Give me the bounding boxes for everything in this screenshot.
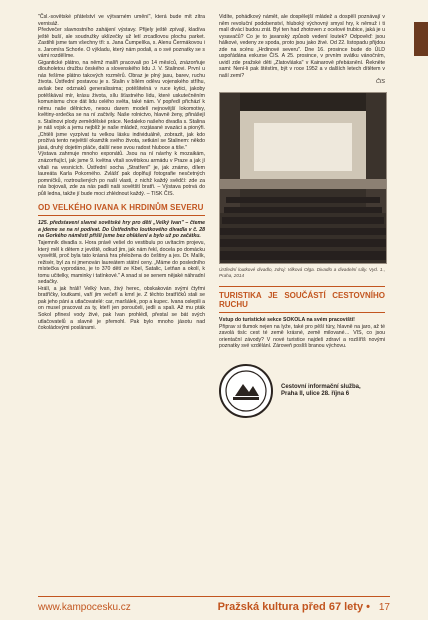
info-line: Praha II, ulice 28. října 6 [281, 390, 350, 397]
paragraph: Hrálí, a jak hrálí! Velký Ivan, živý herec, obskakován svými čtyřmi bratříčky, loutkami, vaří jim večeří a kmrl je. Z těchto bratříčků stali se pak jeho páni a utlačovatelé: car, maršálek, pop a kupec. Ivana oslepili a on musel pracovat za ty, kteří jen poroučeli, jedli a spali. Až mu pták Sokol přinesl vody živé, pak Ivan prohlédl, přestal se bát svých utlačovatelů a slavně je přemohl. Pak bylo mnoho jásotu nad čokoládovými poslánami. [38, 285, 205, 332]
section-rule [219, 312, 385, 313]
paragraph: Výstava zahrnuje mnoho exponátů. Jsou na ní návrhy k mozaikám, znázorňující, jak jsme 9. května vítali sovětskou armádu v Praze a jak jí vítali na vesnicích. Ústřední socha „Stratření" je, jak známo, dílem laureáta Karla Pokorného. Zvlášť pak doplňují fotografie nesčetných pomníčků, roztroušených po naší vlasti, z nichž každý svědčí: zde za nás bojovali, zde za nás padli naši sovětští bratři. – Výstava potrvá do půli ledna, takže jí bude moci zhlédnout každý. – TISK ČIS. [38, 151, 205, 197]
section-rule [38, 215, 205, 216]
info-text [281, 384, 361, 398]
section-heading: OD VELKÉHO IVANA K HRDINŮM SEVERU [38, 203, 204, 213]
right-column [219, 14, 385, 418]
signature: ČIS [376, 79, 385, 86]
section-rule [219, 286, 385, 287]
left-column [38, 14, 205, 332]
info-block [219, 364, 385, 418]
footer [0, 596, 428, 620]
theatre-photo [219, 92, 387, 264]
paragraph: "Čsl.-sovětské přátelství ve výtvarném umění", která bude mít zítra vernisáž. [38, 14, 205, 27]
paragraph: Vidíte, pohádkový námět, ale dospělejší mládež a dospělí poznávají v něm revoluční podobenství, hluboký výchovný smysl hry, k němuž i ti malí divácí budou zrát. Byl ten had zhotoven z ocelové trubice, jaká je u vysavačů? Co je to javanský způsob vedení loutek? Odpověď: jsou hálkové, vedeny ze spoda, proto jsou jako živé. Od 22. listopadu přijdou zde na scénu „Hrdinové severu". Dne 16. prosince bude do ÚLD uspořádána exkurse ČIS. A 25. prosince, v prvním svátku vánočním, uvidí zde pražské děti „Zlatovláska" v Kainarově přebásnění. Řekněte sami: Není-li pak štěstím, být v roce 1952 a v dalších letech dítětem v naší zemi? [219, 14, 385, 79]
paragraph: Předvečer slavnostního zahájení výstavy. Přijely ještě zpívají, kladíva ještě buší, ale soudružky uklízečky už letí zrcadlovou plochu parket. Zastihli jsme tam všechny tři: s. Jana Čumpelíka, s. Alenu Čermákovou i s. Jaromíra Schorle. O výkladu, který nám podali, a o své poznatky se s vámi rozdělíme. [38, 27, 205, 60]
footer-rule [38, 596, 390, 597]
footer-title: Pražská kultura před 67 lety • [217, 601, 370, 613]
website-link[interactable]: www.kampocesku.cz [38, 602, 131, 613]
page-tab-marker [414, 22, 428, 56]
info-line: Cestovní informační služba, [281, 383, 361, 390]
paragraph: Připrav si tlumok nejen na lyže, také pro pěší túry, hlavně na jaro, až té zavolá tisíc cest té země krásné, země milované… VIS, co jsou orientační závody? V nové turistice najdeš zdraví a rozšíříš novými poznatky své vzdělání. Zároveň poslíš branou výchovu. [219, 323, 385, 350]
cis-emblem-icon [219, 364, 273, 418]
paragraph: Tajemník divadla s. Hora právě vešel do vestibulu po uvítacím projevu, který měl k dětem z jeviště, odkud jim, jak nám řekl, docela po domácku vysvětlil, proč byla tato krásná hra přeložena do češtiny a jes. Dr. Malík, režisér, byl za ni jmenován laureátem státní ceny. „Máme do posledního místečka vyprodáno, je to 370 dětí ze Kbel, Satalic, Letňan a okolí, k tomu učitelky, maminky i tatínkové." A snad si se senem nějaké náhradní sedačky. [38, 239, 205, 286]
paragraph: Gigantické plátno, na němž malíři pracovali po 14 měsíců, znázorňuje dlouholetou družbu českého a slovenského lidu J. V. Stalinovi. První u nás řešíme plátno takových rozměrů. Obraz je plný jasu, barev, ruchu života. Ústřední postavou je s. Stalin v bílém oděvu vojenského stříhu, avšak bez odznaků generalissima; potěšitelná v ruce kytici, jakoby potěškával mír, krásu života, sílu šťastného lidu, které uskutečněním komunismu chce dát lidu celého světa, také nám. V popředí přichází k němu naše dělnictvo, nesou darem modelí nejnovější lokomotivy, květiny-srdečka se na ní začtvily. Naše rolnictvo, hlavně ženy, přinášejí s. Stalinovi plody zemědělské práce. Nedaleko našeho divadla s. Stalina je náš vojsk a jemu nejblíž je naše mládež, rozjásané svazáci a pionýři. „Chtěli jsme vyzpívat tu velkou lásku individuálně, zobrazit, jak kdo prožívá tento největší okamžik svého života, setkání se Stalinem: někdo jásá, druhý dojetím pláče, další nese svou radost hluboce a tiše." [38, 59, 205, 151]
photo-caption: Ústřední loutkové divadlo, zdroj: Vilková Olga. Divadlo a divadelní sály. Vyd. 1., Praha, 2014 [219, 267, 385, 278]
lead-paragraph: 125. představení slavné sovětské hry pro děti „Velký Ivan" – čteme a jdeme se na ni podívat. Do Ústředního loutkového divadla v č. 28 na Gorkého náměstí přišli jsme bez ohlášení a bylo už po začátku. [38, 220, 205, 240]
section-heading: TURISTIKA JE SOUČÁSTÍ CESTOVNÍHO RUCHU [219, 291, 385, 310]
lead-paragraph: Vstup do turistické sekce SOKOLA na svém pracovišti! [219, 317, 355, 324]
theatre-photo-illustration [220, 93, 386, 263]
page-number: 17 [378, 602, 390, 613]
